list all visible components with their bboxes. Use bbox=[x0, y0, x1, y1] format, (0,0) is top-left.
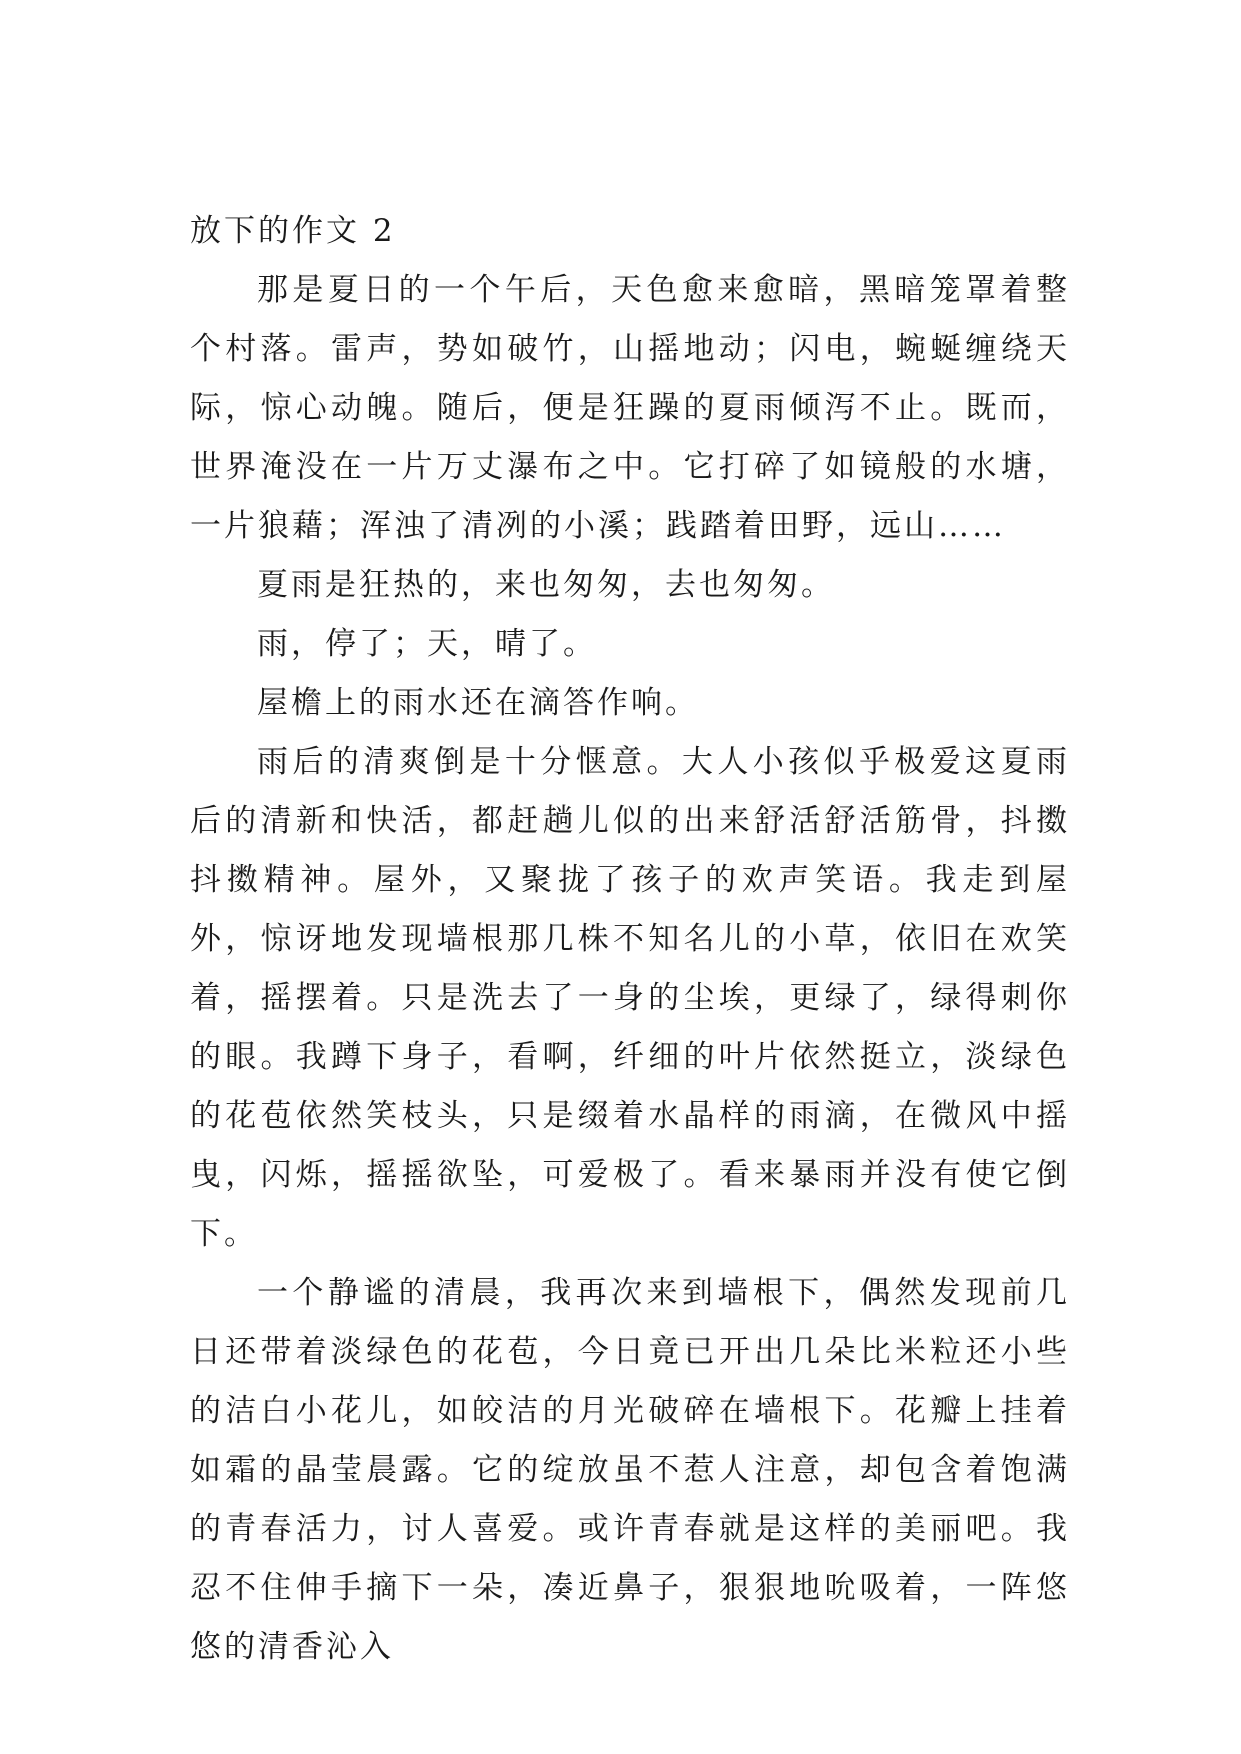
essay-body bbox=[190, 202, 1070, 1677]
paragraph-rain-stopped: 雨，停了；天，晴了。 bbox=[257, 626, 597, 662]
paragraph-after-rain: 雨后的清爽倒是十分惬意。大人小孩似乎极爱这夏雨后的清新和快活，都赶趟儿似的出来舒活舒活筋骨，抖擞抖擞精神。屋外，又聚拢了孩子的欢声笑语。我走到屋外，惊讶地发现墙根那几株不知名儿的小草，依旧在欢笑着，摇摆着。只是洗去了一身的尘埃，更绿了，绿得刺你的眼。我蹲下身子，看啊，纤细的叶片依然挺立，淡绿色的花苞依然笑枝头，只是缀着水晶样的雨滴，在微风中摇曳，闪烁，摇摇欲坠，可爱极了。看来暴雨并没有使它倒下。 bbox=[190, 744, 1070, 1252]
paragraph-eaves: 屋檐上的雨水还在滴答作响。 bbox=[257, 685, 699, 721]
paragraph-storm: 那是夏日的一个午后，天色愈来愈暗，黑暗笼罩着整个村落。雷声，势如破竹，山摇地动；闪电，蜿蜒缠绕天际，惊心动魄。随后，便是狂躁的夏雨倾泻不止。既而，世界淹没在一片万丈瀑布之中。它打碎了如镜般的水塘，一片狼藉；浑浊了清冽的小溪；践踏着田野，远山…… bbox=[190, 272, 1070, 544]
paragraph-morning-flowers: 一个静谧的清晨，我再次来到墙根下，偶然发现前几日还带着淡绿色的花苞，今日竟已开出几朵比米粒还小些的洁白小花儿，如皎洁的月光破碎在墙根下。花瓣上挂着如霜的晶莹晨露。它的绽放虽不惹人注意，却包含着饱满的青春活力，讨人喜爱。或许青春就是这样的美丽吧。我忍不住伸手摘下一朵，凑近鼻子，狠狠地吮吸着，一阵悠悠的清香沁入 bbox=[190, 1275, 1070, 1665]
essay-title: 放下的作文 2 bbox=[190, 213, 396, 249]
paragraph-summer-rain: 夏雨是狂热的，来也匆匆，去也匆匆。 bbox=[257, 567, 835, 603]
